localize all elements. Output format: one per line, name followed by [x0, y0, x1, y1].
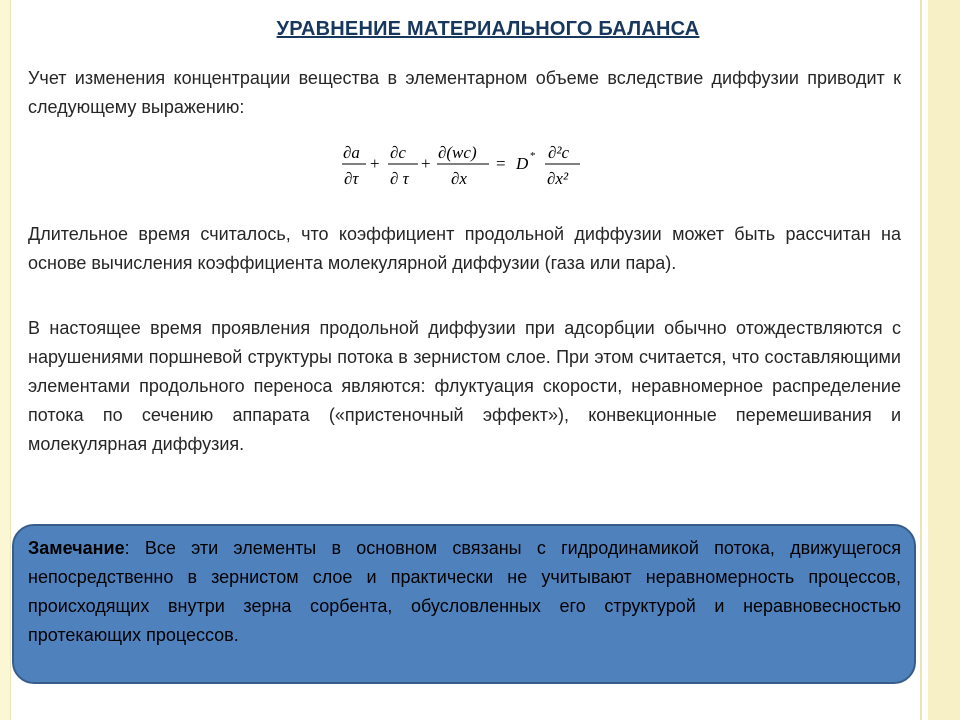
term3-numerator: ∂(wc) — [438, 143, 477, 162]
coefficient-star: * — [530, 150, 536, 162]
term1-numerator: ∂a — [343, 143, 360, 162]
left-frame-border — [0, 0, 11, 720]
term3-denominator: ∂x — [451, 169, 467, 188]
slide-title: УРАВНЕНИЕ МАТЕРИАЛЬНОГО БАЛАНСА — [276, 18, 700, 40]
term2-denominator: ∂ τ — [390, 169, 409, 188]
balance-equation — [340, 138, 600, 198]
remark-callout-box — [12, 524, 916, 684]
term2-numerator: ∂c — [390, 143, 406, 162]
intro-paragraph: Учет изменения концентрации вещества в элементарном объеме вследствие диффузии приводит к следующему выражению: — [28, 68, 901, 117]
right-frame-band — [928, 0, 960, 720]
plus-sign-1: + — [370, 154, 380, 173]
paragraph-longitudinal-diffusion: В настоящее время проявления продольной диффузии при адсорбции обычно отождествляются с нарушениями поршневой структуры потока в зернистом слое. При этом считается, что составляющими элементами продольного переноса являются: флуктуация скорости, неравномерное распределение потока по сечению аппарата («пристеночный эффект»), конвекционные перемешивания и молекулярная диффузия. — [28, 318, 901, 454]
term4-denominator: ∂x² — [547, 169, 569, 188]
diffusion-coefficient: D — [516, 154, 529, 173]
remark-text-block — [28, 534, 901, 650]
remark-label: Замечание — [28, 538, 125, 558]
plus-sign-2: + — [421, 154, 431, 173]
paragraph-molecular-diffusion: Длительное время считалось, что коэффициент продольной диффузии может быть рассчитан на основе вычисления коэффициента молекулярной диффузии (газа или пара). — [28, 224, 901, 273]
term1-denominator: ∂τ — [344, 169, 359, 188]
remark-body: : Все эти элементы в основном связаны с гидродинамикой потока, движущегося непосредственно в зернистом слое и практически не учитывают неравномерность процессов, происходящих внутри зерна сорбента, обусловленных его структурой и неравновесностью протекающих процессов. — [28, 538, 901, 645]
equals-sign: = — [496, 154, 506, 173]
term4-numerator: ∂²c — [548, 143, 570, 162]
right-frame-line — [920, 0, 922, 720]
right-frame-border — [918, 0, 960, 720]
